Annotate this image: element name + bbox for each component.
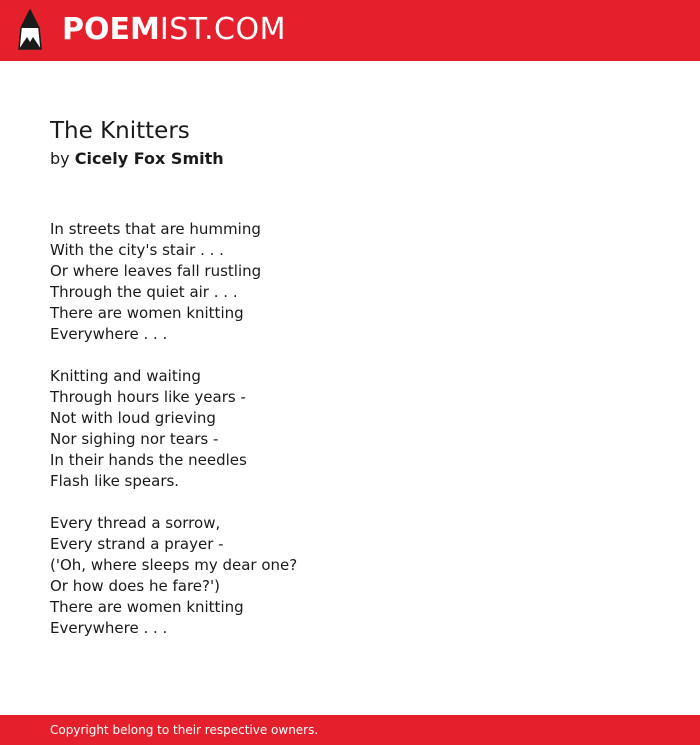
stanza (50, 366, 650, 492)
pen-nib-icon[interactable] (17, 9, 43, 51)
poem-author: Cicely Fox Smith (74, 149, 224, 168)
poem-line: Not with loud grieving (50, 409, 216, 427)
poem-line: Everywhere . . . (50, 619, 168, 637)
poem-line: In streets that are humming (50, 220, 261, 238)
poem-line: Knitting and waiting (50, 367, 201, 385)
poem-line: ('Oh, where sleeps my dear one? (50, 556, 298, 574)
poem-line: Through the quiet air . . . (50, 283, 238, 301)
site-header (0, 0, 700, 61)
poem-line: With the city's stair . . . (50, 241, 224, 259)
poem-body (50, 219, 650, 660)
poem-line: Or where leaves fall rustling (50, 262, 262, 280)
poem-byline (50, 148, 224, 170)
poem-line: Flash like spears. (50, 472, 180, 490)
logo-text-strong: POEM (62, 12, 160, 47)
logo-text-light: IST.COM (159, 12, 286, 47)
poem-line: Everywhere . . . (50, 325, 168, 343)
poem-line: There are women knitting (50, 304, 244, 322)
poem-line: Through hours like years - (50, 388, 246, 406)
poem-line: Or how does he fare?') (50, 577, 220, 595)
poem-line: Every strand a prayer - (50, 535, 224, 553)
site-logo[interactable] (62, 12, 286, 48)
byline-prefix: by (50, 149, 70, 168)
site-footer (0, 715, 700, 745)
stanza (50, 513, 650, 639)
poem-title: The Knitters (50, 118, 190, 144)
poem-line: Every thread a sorrow, (50, 514, 221, 532)
poem-line: In their hands the needles (50, 451, 247, 469)
copyright-text: Copyright belong to their respective owners. (50, 723, 319, 737)
stanza (50, 219, 650, 345)
poem-line: There are women knitting (50, 598, 244, 616)
poem-line: Nor sighing nor tears - (50, 430, 219, 448)
